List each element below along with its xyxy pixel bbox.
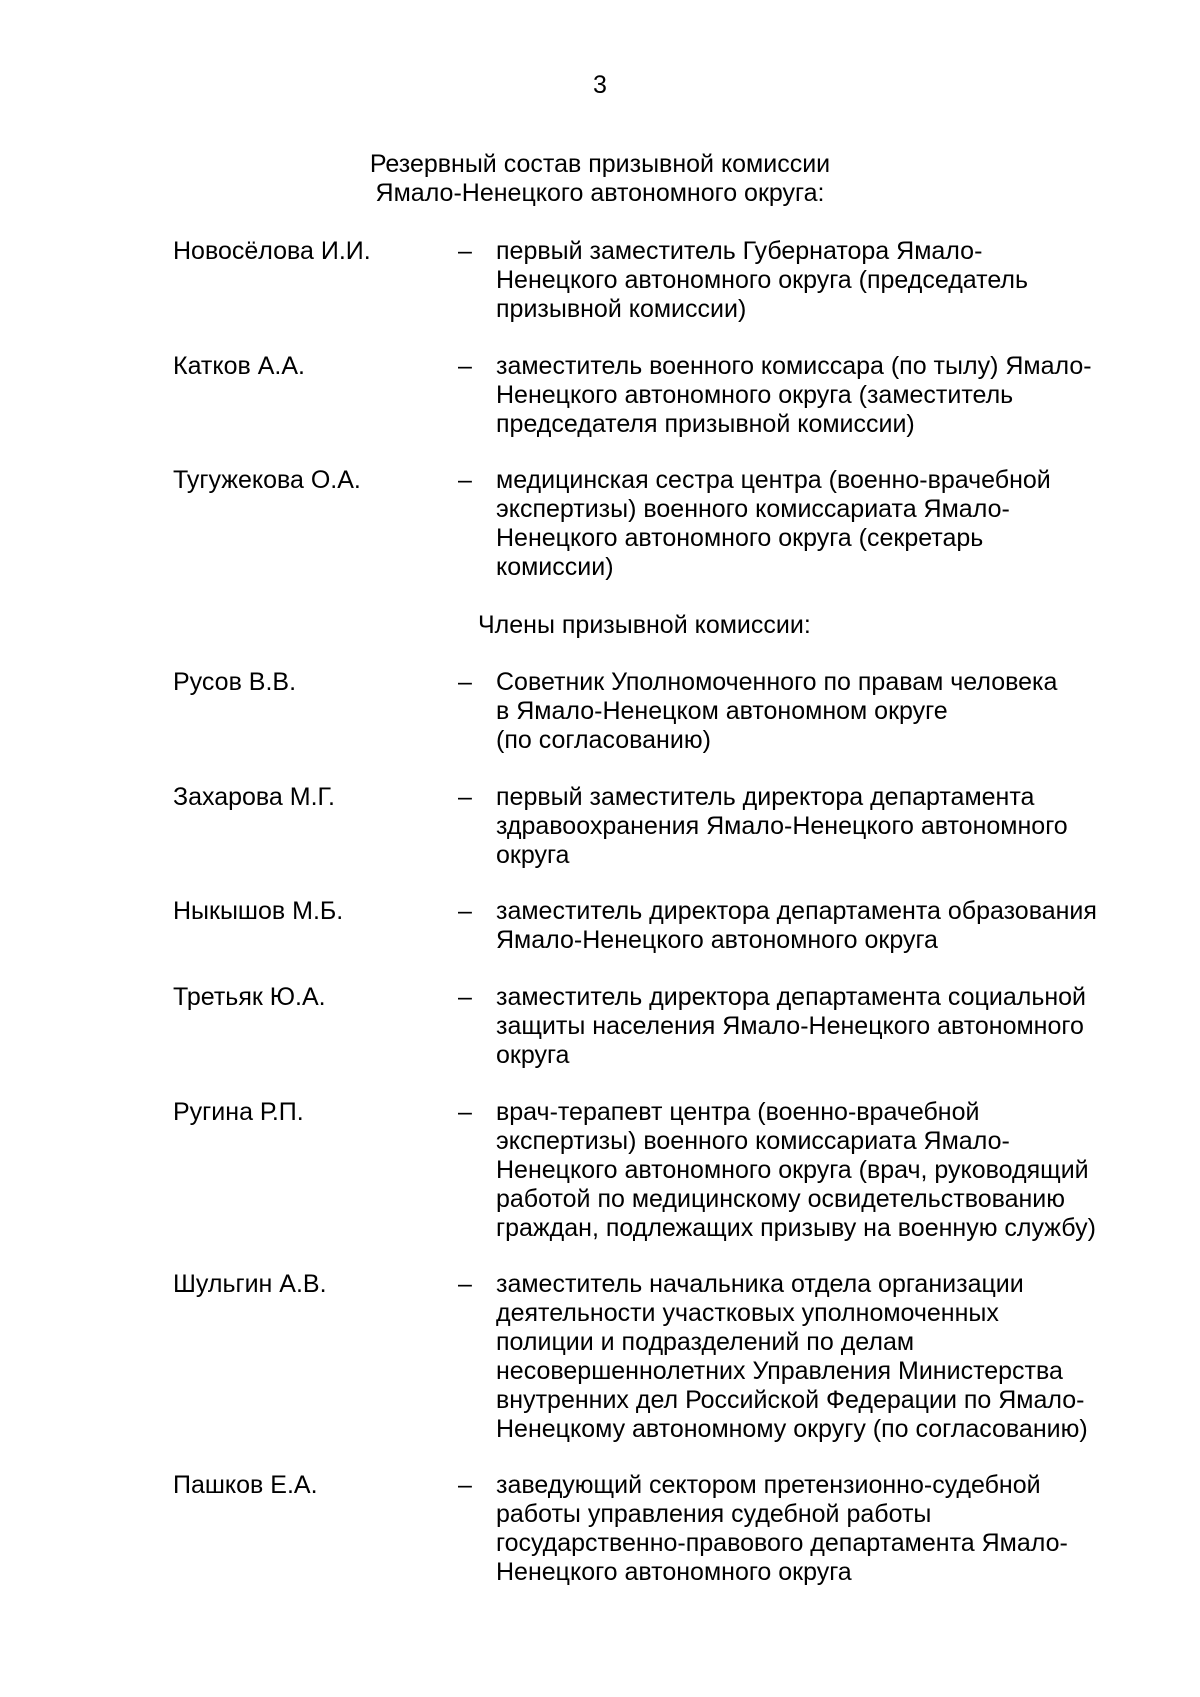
role-line: в Ямало-Ненецком автономном округе: [496, 697, 948, 725]
dash: –: [458, 1098, 472, 1126]
role-line: внутренних дел Российской Федерации по Ямало-: [496, 1386, 1085, 1414]
person-name: Пашков Е.А.: [173, 1471, 318, 1499]
members-heading: Члены призывной комиссии:: [478, 611, 811, 639]
person-name: Третьяк Ю.А.: [173, 983, 326, 1011]
role-line: заместитель начальника отдела организации: [496, 1270, 1024, 1298]
role-line: заместитель военного комиссара (по тылу) Ямало-: [496, 352, 1092, 380]
reserve-heading-line-2: Ямало-Ненецкого автономного округа:: [375, 179, 825, 207]
person-name: Шульгин А.В.: [173, 1270, 327, 1298]
role-line: медицинская сестра центра (военно-врачебной: [496, 466, 1051, 494]
dash: –: [458, 1270, 472, 1298]
person-name: Тугужекова О.А.: [173, 466, 361, 494]
role-line: экспертизы) военного комиссариата Ямало-: [496, 1127, 1010, 1155]
role-line: заведующий сектором претензионно-судебной: [496, 1471, 1041, 1499]
role-line: Советник Уполномоченного по правам человека: [496, 668, 1058, 696]
person-role: [496, 237, 1136, 324]
role-line: Ненецкого автономного округа (врач, руководящий: [496, 1156, 1089, 1184]
dash: –: [458, 668, 472, 696]
person-role: [496, 1098, 1136, 1243]
person-name: Русов В.В.: [173, 668, 297, 696]
dash: –: [458, 237, 472, 265]
person-name: Ныкышов М.Б.: [173, 897, 344, 925]
person-role: [496, 897, 1136, 955]
role-line: Ненецкому автономному округу (по согласованию): [496, 1415, 1088, 1443]
person-name: Ругина Р.П.: [173, 1098, 304, 1126]
person-role: [496, 352, 1136, 439]
reserve-heading: [0, 150, 1200, 208]
dash: –: [458, 983, 472, 1011]
role-line: Ямало-Ненецкого автономного округа: [496, 926, 938, 954]
person-role: [496, 1270, 1136, 1444]
page-number: 3: [593, 71, 607, 99]
role-line: заместитель директора департамента образования: [496, 897, 1097, 925]
role-line: деятельности участковых уполномоченных: [496, 1299, 999, 1327]
person-role: [496, 983, 1136, 1070]
dash: –: [458, 466, 472, 494]
role-line: округа: [496, 1041, 570, 1069]
role-line: округа: [496, 841, 570, 869]
person-name: Катков А.А.: [173, 352, 305, 380]
role-line: первый заместитель директора департамента: [496, 783, 1035, 811]
role-line: (по согласованию): [496, 726, 711, 754]
role-line: призывной комиссии): [496, 295, 747, 323]
person-role: [496, 783, 1136, 870]
person-role: [496, 1471, 1136, 1587]
role-line: Ненецкого автономного округа (председатель: [496, 266, 1029, 294]
role-line: работы управления судебной работы: [496, 1500, 932, 1528]
role-line: защиты населения Ямало-Ненецкого автономного: [496, 1012, 1084, 1040]
role-line: председателя призывной комиссии): [496, 410, 915, 438]
role-line: здравоохранения Ямало-Ненецкого автономного: [496, 812, 1068, 840]
dash: –: [458, 352, 472, 380]
dash: –: [458, 897, 472, 925]
person-role: [496, 668, 1136, 755]
person-name: Захарова М.Г.: [173, 783, 335, 811]
dash: –: [458, 783, 472, 811]
role-line: комиссии): [496, 553, 614, 581]
role-line: экспертизы) военного комиссариата Ямало-: [496, 495, 1010, 523]
role-line: Ненецкого автономного округа: [496, 1558, 852, 1586]
reserve-heading-line-1: Резервный состав призывной комиссии: [369, 150, 831, 178]
role-line: несовершеннолетних Управления Министерства: [496, 1357, 1063, 1385]
role-line: врач-терапевт центра (военно-врачебной: [496, 1098, 980, 1126]
person-name: Новосёлова И.И.: [173, 237, 371, 265]
role-line: заместитель директора департамента социальной: [496, 983, 1087, 1011]
role-line: работой по медицинскому освидетельствованию: [496, 1185, 1066, 1213]
role-line: первый заместитель Губернатора Ямало-: [496, 237, 983, 265]
person-role: [496, 466, 1136, 582]
role-line: Ненецкого автономного округа (секретарь: [496, 524, 984, 552]
role-line: граждан, подлежащих призыву на военную службу): [496, 1214, 1096, 1242]
dash: –: [458, 1471, 472, 1499]
role-line: государственно-правового департамента Ямало-: [496, 1529, 1068, 1557]
role-line: Ненецкого автономного округа (заместитель: [496, 381, 1014, 409]
role-line: полиции и подразделений по делам: [496, 1328, 915, 1356]
